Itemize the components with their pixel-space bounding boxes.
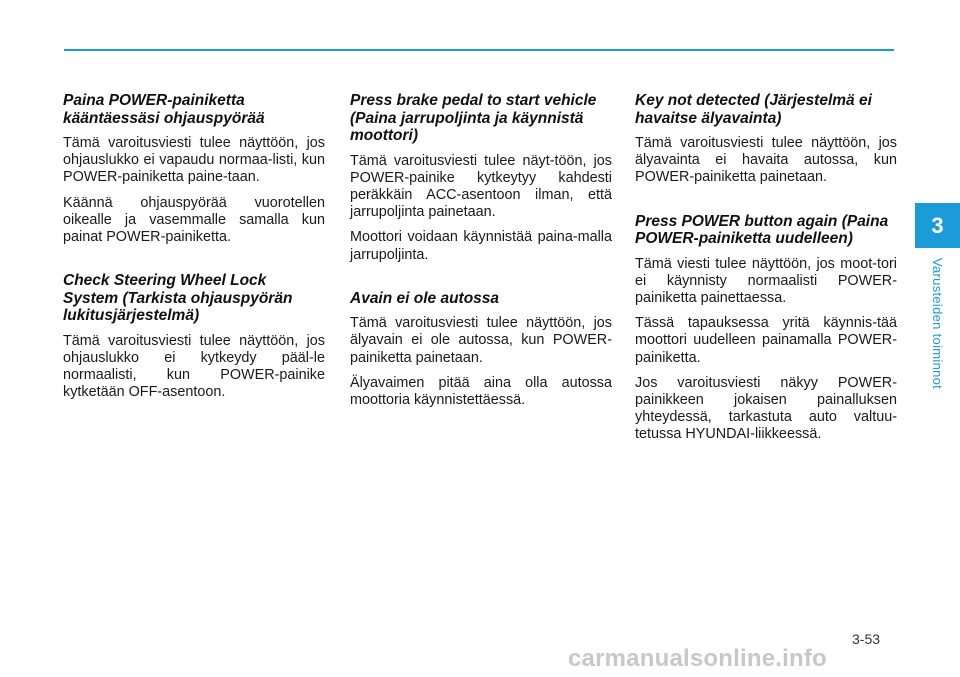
section-title: Press POWER button again (Paina POWER-painiketta uudelleen)	[635, 212, 889, 248]
section-title: Avain ei ole autossa	[350, 289, 500, 307]
section-key-not-detected	[635, 92, 897, 187]
section-press-brake	[350, 92, 612, 264]
section-title: Key not detected (Järjestelmä ei havaitse älyavainta)	[635, 92, 872, 127]
paragraph: Käännä ohjauspyörää vuorotellen oikealle ja vasemmalle samalla kun painat POWER-painiketta.	[63, 194, 325, 246]
chapter-tab	[915, 203, 960, 248]
chapter-number: 3	[931, 212, 944, 238]
paragraph: Tämä varoitusviesti tulee näyttöön, jos älyavain ei ole autossa, kun POWER-painiketta painetaan.	[350, 315, 612, 366]
paragraph: Tässä tapauksessa yritä käynnis-tää moottori uudelleen painamalla POWER-painiketta.	[635, 315, 897, 366]
section-press-power-again	[635, 213, 897, 444]
paragraph: Tämä varoitusviesti tulee näyttöön, jos älyavainta ei havaita autossa, kun POWER-painiketta painetaan.	[635, 135, 897, 186]
paragraph: Tämä varoitusviesti tulee näyttöön, jos ohjauslukko ei vapaudu normaa-listi, kun POWER-painiketta paine-taan.	[63, 135, 325, 186]
column-2	[350, 92, 612, 435]
page-number: 3-53	[852, 631, 881, 647]
column-1	[63, 92, 325, 428]
section-power-steering	[63, 92, 325, 246]
paragraph: Älyavaimen pitää aina olla autossa moottoria käynnistettäessä.	[350, 374, 612, 409]
paragraph: Moottori voidaan käynnistää paina-malla jarrupoljinta.	[350, 229, 612, 263]
header-rule	[64, 49, 894, 51]
section-title: Press brake pedal to start vehicle (Paina jarrupoljinta ja käynnistä moottori)	[350, 92, 597, 144]
paragraph: Tämä varoitusviesti tulee näyttöön, jos ohjauslukko ei kytkeydy pääl-le normaalisti, kun POWER-painike kytketään OFF-asentoon.	[63, 332, 325, 401]
chapter-title: Varusteiden toiminnot	[930, 258, 945, 390]
section-key-not-in-car	[350, 290, 612, 410]
paragraph: Tämä varoitusviesti tulee näyt-töön, jos POWER-painike kytkeytyy kahdesti peräkkäin ACC-asentoon ilman, että jarrupoljinta painetaan.	[350, 152, 612, 221]
section-title: Paina POWER-painiketta kääntäessäsi ohjauspyörää	[63, 92, 265, 127]
section-title: Check Steering Wheel Lock System (Tarkista ohjauspyörän lukitusjärjestelmä)	[63, 272, 293, 325]
paragraph: Jos varoitusviesti näkyy POWER-painikkeen jokaisen painalluksen yhteydessä, tarkastuta auto valtuu-tetussa HYUNDAI-liikkeessä.	[635, 374, 897, 443]
paragraph: Tämä viesti tulee näyttöön, jos moot-tori ei käynnisty normaalisti POWER-painiketta painettaessa.	[635, 255, 897, 307]
watermark: carmanualsonline.info	[568, 645, 827, 672]
section-check-steering-lock	[63, 272, 325, 401]
column-3	[635, 92, 897, 470]
